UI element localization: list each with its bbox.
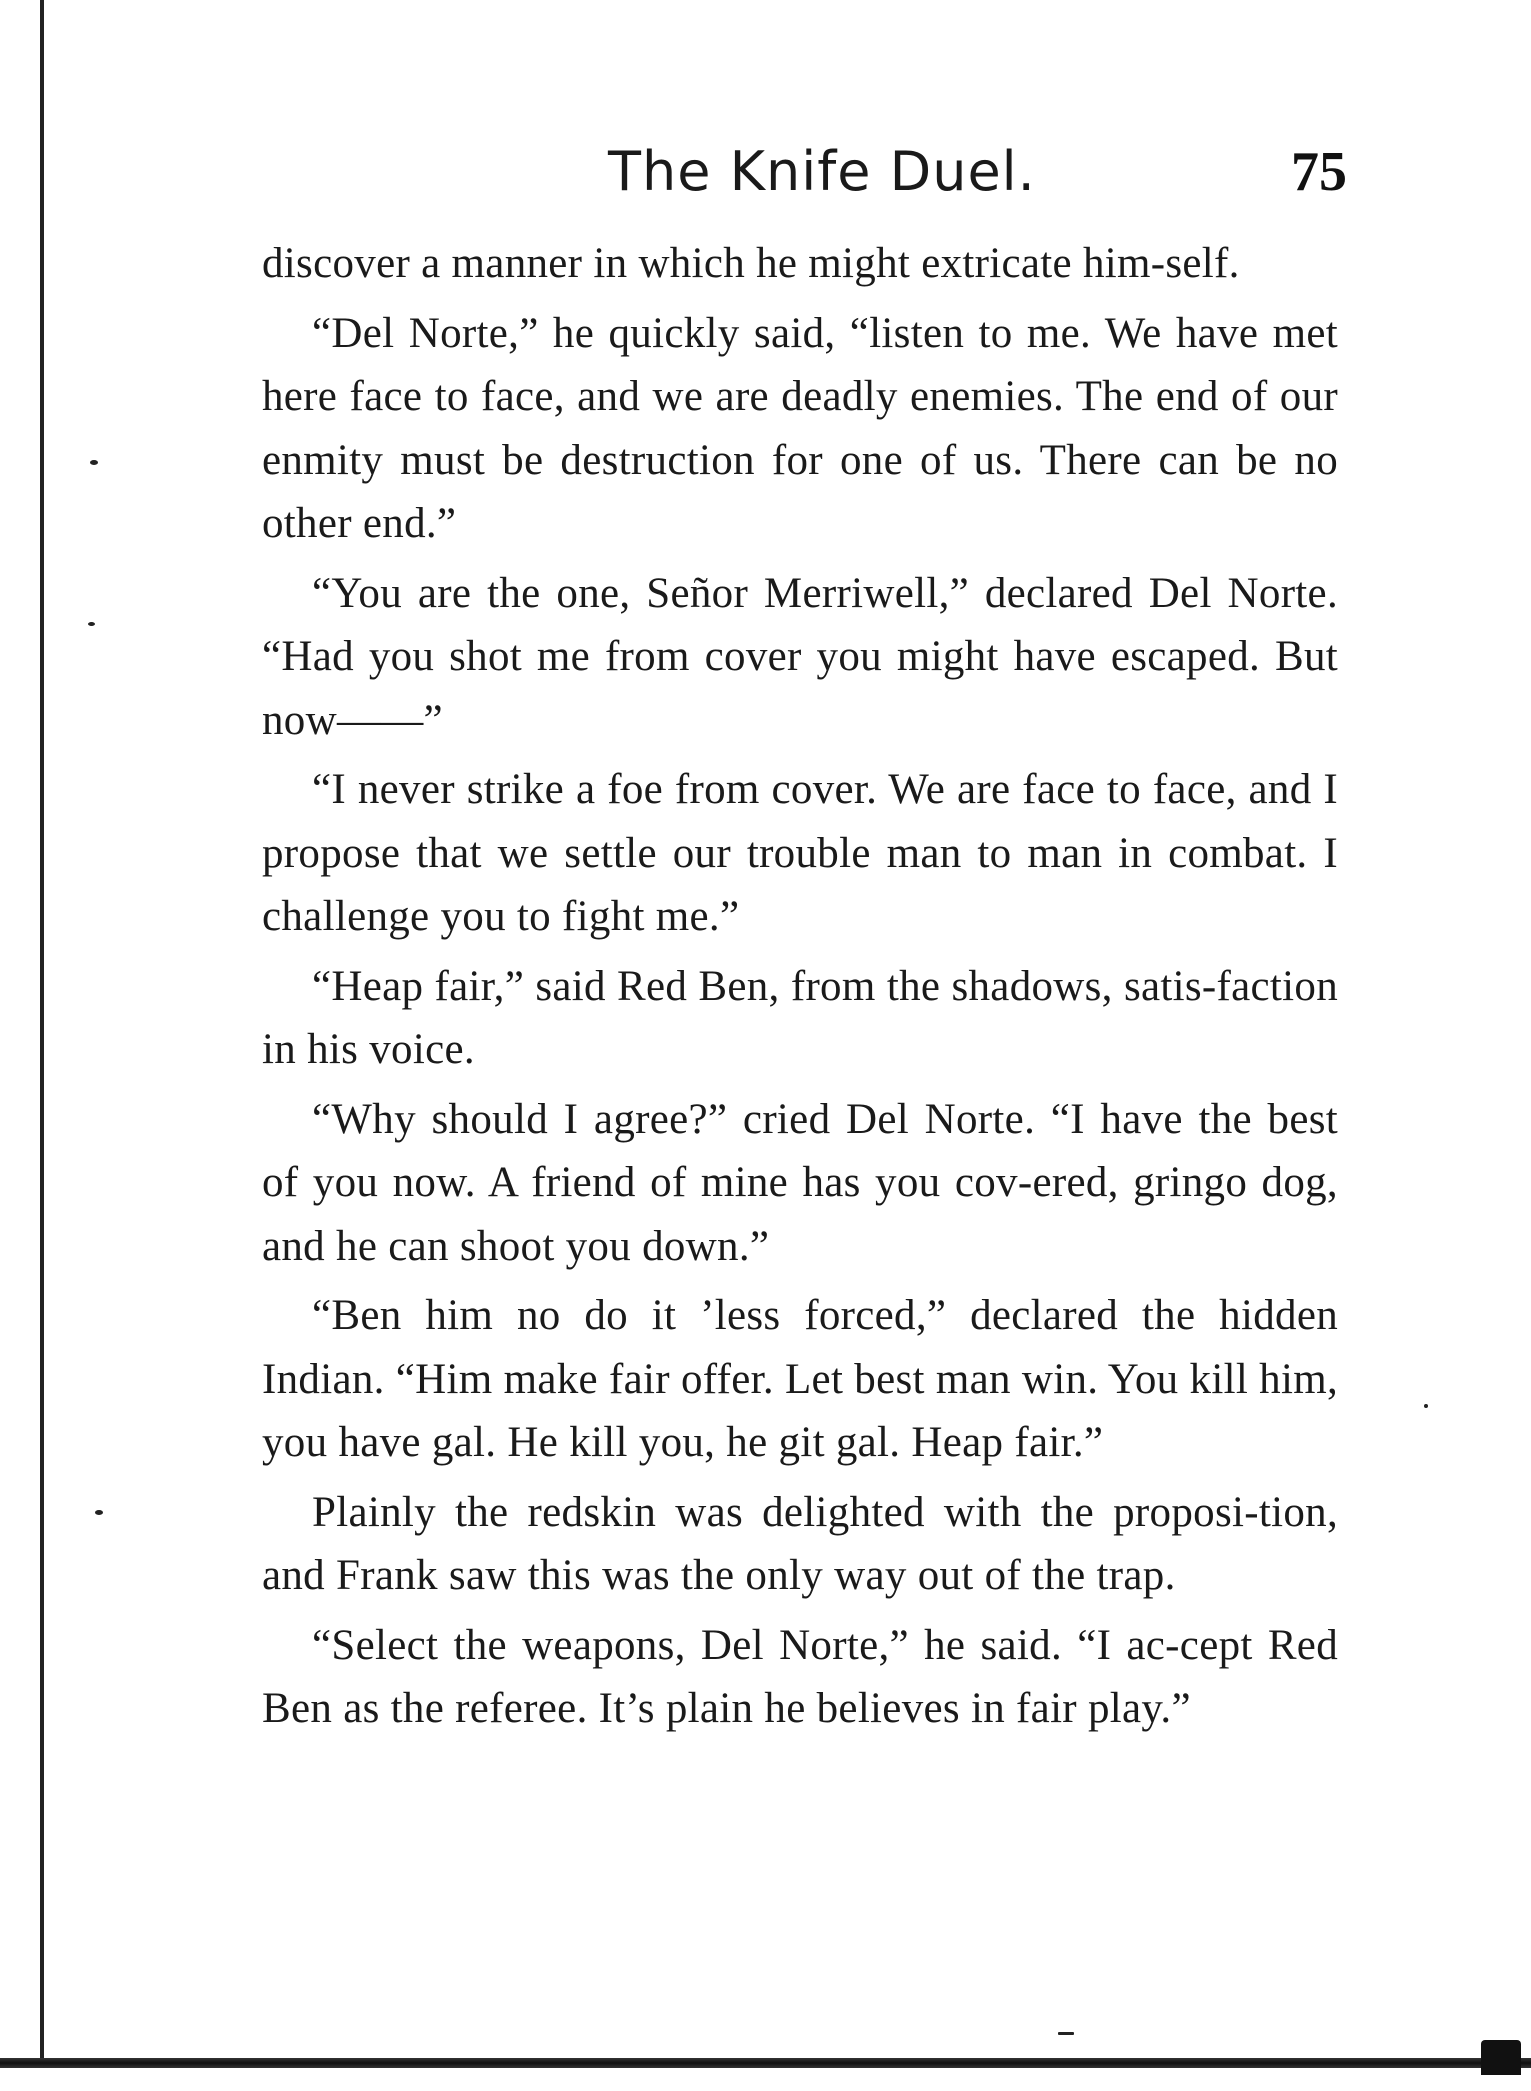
paragraph-5: “Heap fair,” said Red Ben, from the shadows, satis-faction in his voice.	[262, 962, 1338, 1073]
margin-speck	[95, 1510, 103, 1515]
paragraph-8: Plainly the redskin was delighted with the proposi-tion, and Frank saw this was the only way out of the trap.	[262, 1488, 1338, 1599]
running-head	[0, 140, 1531, 220]
paragraph-2: “Del Norte,” he quickly said, “listen to me. We have met here face to face, and we are deadly enemies. The end of our enmity must be destruction for one of us. There can be no other end.”	[262, 309, 1338, 547]
margin-speck	[1058, 2032, 1074, 2035]
paragraph-6: “Why should I agree?” cried Del Norte. “I have the best of you now. A friend of mine has you cov-ered, gringo dog, and he can shoot you down.”	[262, 1095, 1338, 1270]
paragraph-1: discover a manner in which he might extricate him-self.	[262, 240, 1240, 287]
paragraph-3: “You are the one, Señor Merriwell,” declared Del Norte. “Had you shot me from cover you might have escaped. But now——”	[262, 569, 1338, 744]
bottom-rule	[0, 2058, 1531, 2068]
body-text	[262, 232, 1338, 1741]
paragraph-7: “Ben him no do it ’less forced,” declared the hidden Indian. “Him make fair offer. Let best man win. You kill him, you have gal. He kill you, he git gal. Heap fair.”	[262, 1292, 1338, 1466]
paragraph-4: “I never strike a foe from cover. We are face to face, and I propose that we settle our trouble man to man in combat. I challenge you to fight me.”	[262, 766, 1338, 940]
ink-blot	[1481, 2040, 1521, 2075]
paragraph-9: “Select the weapons, Del Norte,” he said. “I ac-cept Red Ben as the referee. It’s plain he believes in fair play.”	[262, 1621, 1338, 1732]
binding-rule	[40, 0, 44, 2060]
chapter-title: The Knife Duel.	[608, 140, 1036, 203]
page-number: 75	[1291, 141, 1347, 203]
margin-speck	[88, 622, 95, 626]
margin-speck	[1424, 1404, 1428, 1408]
margin-speck	[90, 460, 98, 465]
